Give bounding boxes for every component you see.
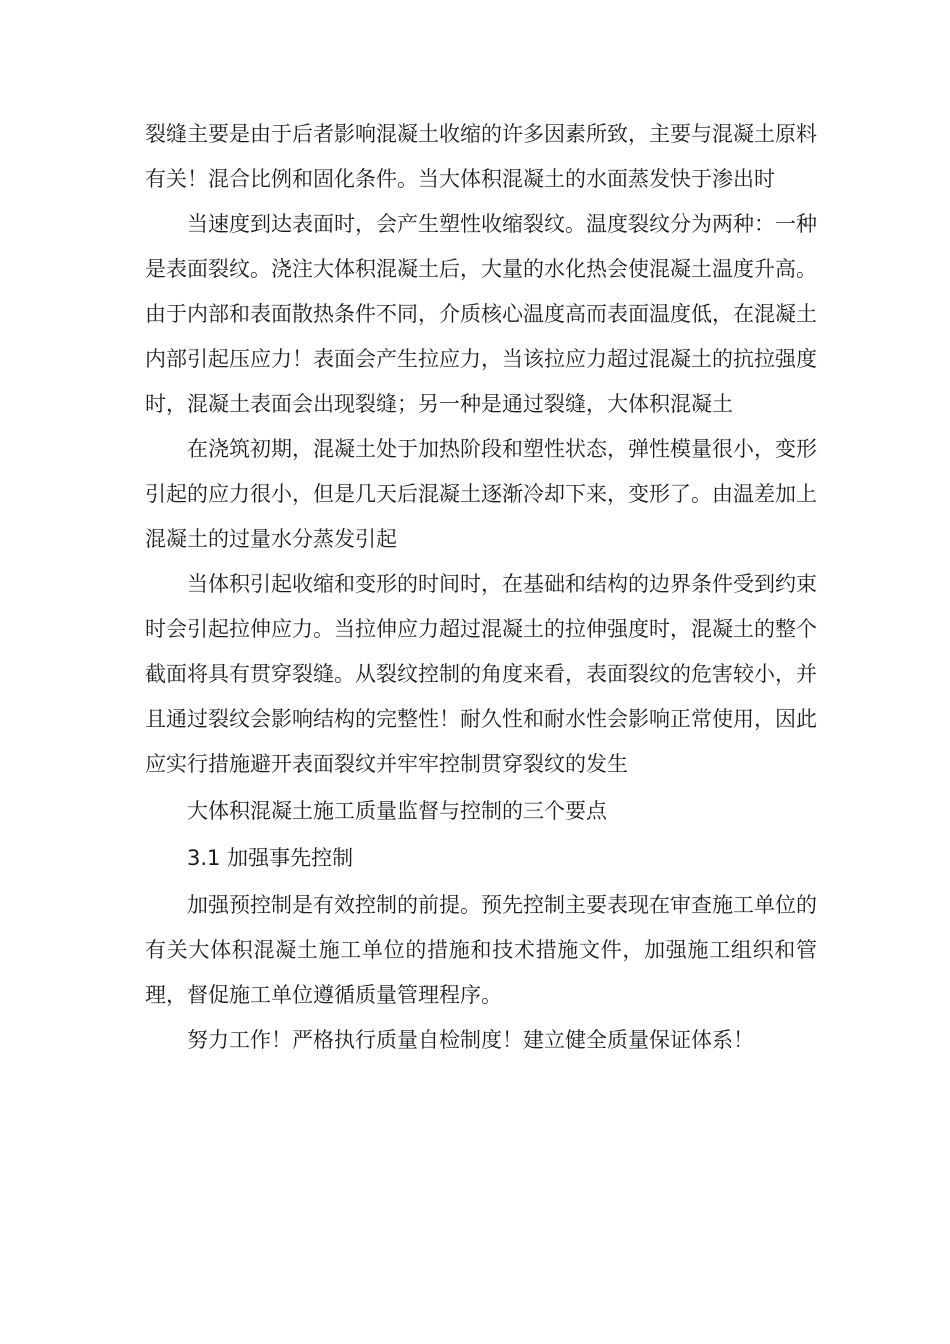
document-body — [145, 112, 817, 1063]
subsection-heading: 3.1 加强事先控制 — [187, 846, 354, 870]
paragraph-pre-control: 加强预控制是有效控制的前提。预先控制主要表现在审查施工单位的有关大体积混凝土施工单位的措施和技术措施文件，加强施工组织和管理，督促施工单位遵循质量管理程序。 — [145, 893, 817, 1007]
paragraph-shrinkage-causes: 裂缝主要是由于后者影响混凝土收缩的许多因素所致，主要与混凝土原料有关！混合比例和固化条件。当大体积混凝土的水面蒸发快于渗出时 — [145, 122, 817, 191]
paragraph-early-pouring: 在浇筑初期，混凝土处于加热阶段和塑性状态，弹性模量很小，变形引起的应力很小，但是几天后混凝土逐渐冷却下来，变形了。由温差加上混凝土的过量水分蒸发引起 — [145, 437, 817, 551]
paragraph-temperature-cracks: 当速度到达表面时，会产生塑性收缩裂纹。温度裂纹分为两种：一种是表面裂纹。浇注大体积混凝土后，大量的水化热会使混凝土温度升高。由于内部和表面散热条件不同，介质核心温度高而表面温度低，在混凝土内部引起压应力！表面会产生拉应力，当该拉应力超过混凝土的抗拉强度时，混凝土表面会出现裂缝；另一种是通过裂缝，大体积混凝土 — [145, 212, 817, 416]
section-heading: 大体积混凝土施工质量监督与控制的三个要点 — [187, 799, 607, 823]
paragraph-quality-system: 努力工作！严格执行质量自检制度！建立健全质量保证体系！ — [187, 1028, 754, 1052]
paragraph-tensile-stress: 当体积引起收缩和变形的时间时，在基础和结构的边界条件受到约束时会引起拉伸应力。当拉伸应力超过混凝土的拉伸强度时，混凝土的整个截面将具有贯穿裂缝。从裂纹控制的角度来看，表面裂纹的危害较小，并且通过裂纹会影响结构的完整性！耐久性和耐水性会影响正常使用，因此应实行措施避开表面裂纹并牢牢控制贯穿裂纹的发生 — [145, 572, 817, 776]
